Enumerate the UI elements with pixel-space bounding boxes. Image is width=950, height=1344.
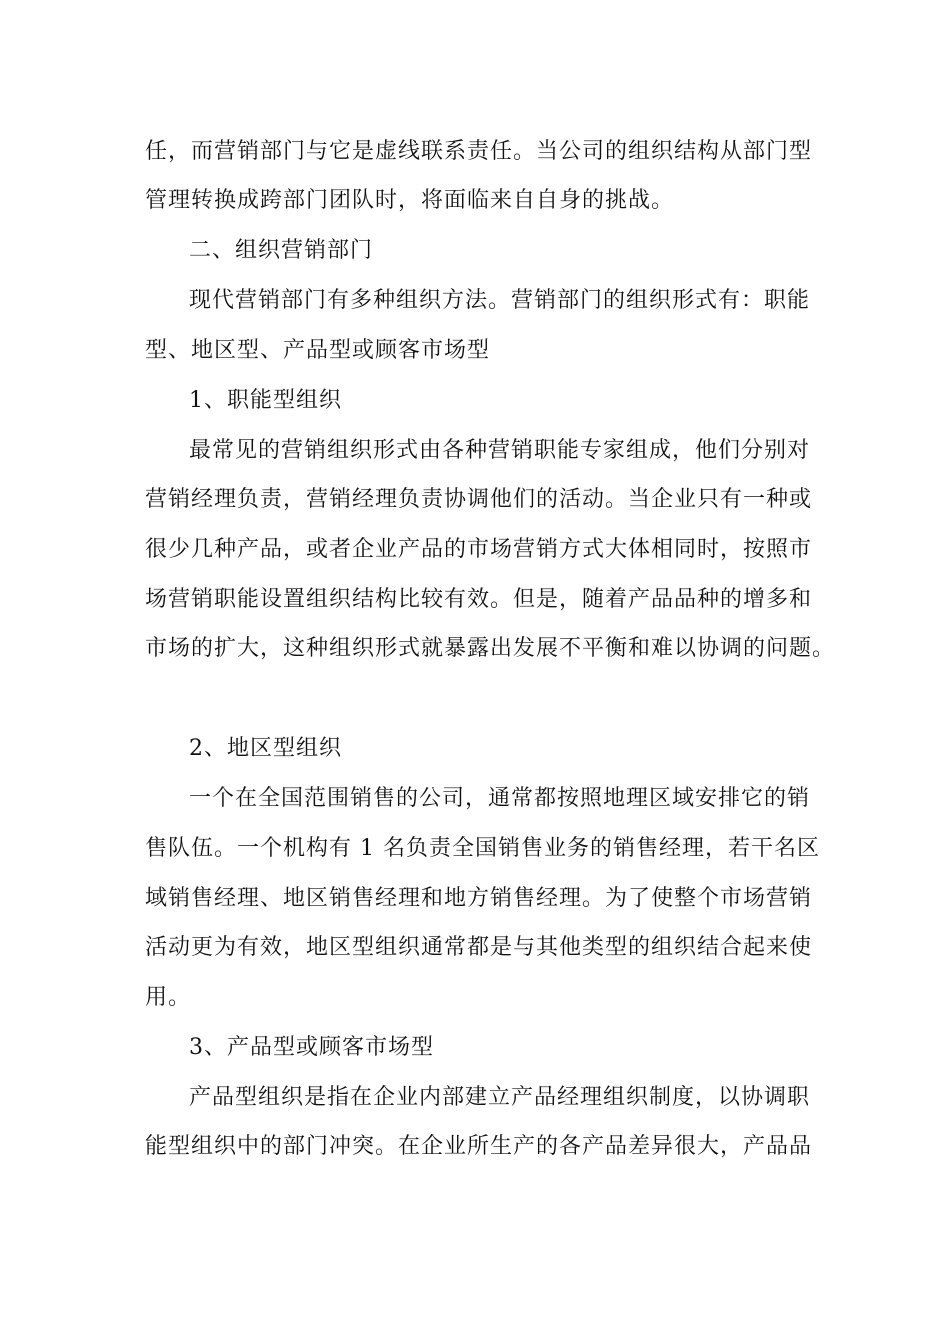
text-line: 能型组织中的部门冲突。在企业所生产的各产品差异很大，产品品 bbox=[145, 1134, 813, 1159]
text-line: 售队伍。一个机构有 1 名负责全国销售业务的销售经理，若干名区 bbox=[145, 836, 820, 861]
text-line: 活动更为有效，地区型组织通常都是与其他类型的组织结合起来使 bbox=[145, 935, 813, 960]
text-line: 营销经理负责，营销经理负责协调他们的活动。当企业只有一种或 bbox=[145, 487, 813, 512]
text-line: 一个在全国范围销售的公司，通常都按照地理区域安排它的销 bbox=[189, 786, 811, 811]
subsection-heading: 3、产品型或顾客市场型 bbox=[189, 1035, 434, 1060]
text-line: 管理转换成跨部门团队时，将面临来自自身的挑战。 bbox=[145, 188, 675, 213]
subsection-heading: 1、职能型组织 bbox=[189, 388, 342, 413]
text-line: 最常见的营销组织形式由各种营销职能专家组成，他们分别对 bbox=[189, 438, 811, 463]
text-line: 型、地区型、产品型或顾客市场型 bbox=[145, 338, 491, 363]
text-line: 域销售经理、地区销售经理和地方销售经理。为了使整个市场营销 bbox=[145, 886, 813, 911]
text-line: 用。 bbox=[145, 985, 192, 1010]
text-line: 场营销职能设置组织结构比较有效。但是，随着产品品种的增多和 bbox=[145, 587, 813, 612]
text-line: 任，而营销部门与它是虚线联系责任。当公司的组织结构从部门型 bbox=[145, 139, 813, 164]
text-line: 现代营销部门有多种组织方法。营销部门的组织形式有：职能 bbox=[189, 288, 811, 313]
text-line: 很少几种产品，或者企业产品的市场营销方式大体相同时，按照市 bbox=[145, 537, 813, 562]
subsection-heading: 2、地区型组织 bbox=[189, 736, 342, 761]
section-heading: 二、组织营销部门 bbox=[189, 238, 374, 263]
text-line: 产品型组织是指在企业内部建立产品经理组织制度，以协调职 bbox=[189, 1085, 811, 1110]
text-line: 市场的扩大，这种组织形式就暴露出发展不平衡和难以协调的问题。 bbox=[145, 636, 836, 661]
